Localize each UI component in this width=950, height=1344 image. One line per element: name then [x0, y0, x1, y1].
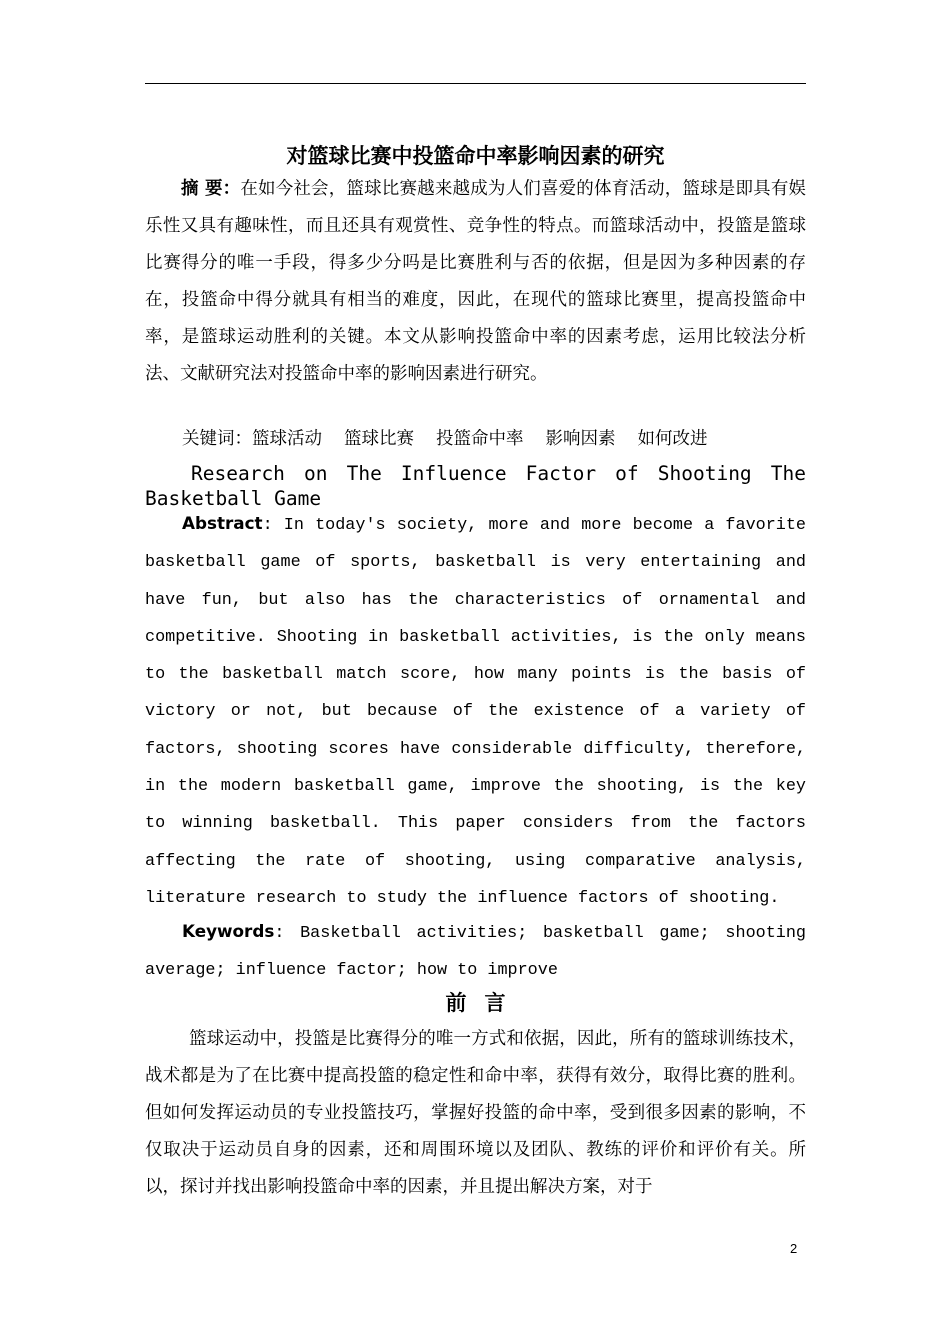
- keywords-cn-label: 关键词：: [182, 429, 252, 449]
- keyword-cn-5: 如何改进: [637, 429, 708, 449]
- abstract-cn-label: 摘 要：: [181, 179, 241, 199]
- section-heading-preface: 前言: [445, 991, 524, 1015]
- abstract-en: [145, 505, 806, 917]
- page-number: 2: [790, 1241, 798, 1256]
- keyword-cn-3: 投篮命中率: [436, 429, 524, 449]
- english-title: Research on The Influence Factor of Shooting The Basketball Game: [145, 462, 806, 510]
- abstract-cn-text: 在如今社会，篮球比赛越来越成为人们喜爱的体育活动，篮球是即具有娱乐性又具有趣味性，而且还具有观赏性、竞争性的特点。而篮球活动中，投篮是篮球比赛得分的唯一手段，得多少分吗是比赛胜利与否的依据，但是因为多种因素的存在，投篮命中得分就具有相当的难度，因此，在现代的篮球比赛里，提高投篮命中率，是篮球运动胜利的关键。本文从影响投篮命中率的因素考虑，运用比较法分析法、文献研究法对投篮命中率的影响因素进行研究。: [145, 179, 806, 384]
- abstract-en-label: Abstract: [182, 513, 263, 533]
- keyword-cn-2: 篮球比赛: [344, 429, 414, 449]
- keywords-en-label: Keywords: [182, 921, 275, 941]
- abstract-en-text: : In today's society, more and more become a favorite basketball game of sports, basketball is very entertaining and have fun, but also has the characteristics of ornamental and competitive. Shooting in basketball activities, is the only means to the basketball match score, how many points is the basis of victory or not, but because of the existence of a variety of factors, shooting scores have considerable difficulty, therefore, in the modern basketball game, improve the shooting, is the key to winning basketball. This paper considers from the factors affecting the rate of shooting, using comparative analysis, literature research to study the influence factors of shooting.: [145, 516, 806, 908]
- keyword-cn-4: 影响因素: [545, 429, 616, 449]
- keyword-cn-1: 篮球活动: [252, 429, 322, 449]
- keywords-en: [145, 913, 806, 990]
- paper-title: 对篮球比赛中投篮命中率影响因素的研究: [286, 144, 665, 168]
- header-rule: [145, 83, 806, 84]
- intro-paragraph: 篮球运动中，投篮是比赛得分的唯一方式和依据，因此，所有的篮球训练技术，战术都是为了在比赛中提高投篮的稳定性和命中率，获得有效分，取得比赛的胜利。但如何发挥运动员的专业投篮技巧，掌握好投篮的命中率，受到很多因素的影响，不仅取决于运动员自身的因素，还和周围环境以及团队、教练的评价和评价有关。所以，探讨并找出影响投篮命中率的因素，并且提出解决方案，对于: [145, 1029, 806, 1197]
- keywords-cn: [182, 421, 806, 458]
- abstract-cn: [145, 171, 806, 393]
- keywords-en-text: : Basketball activities; basketball game; shooting average; influence factor; how to improve: [145, 924, 806, 981]
